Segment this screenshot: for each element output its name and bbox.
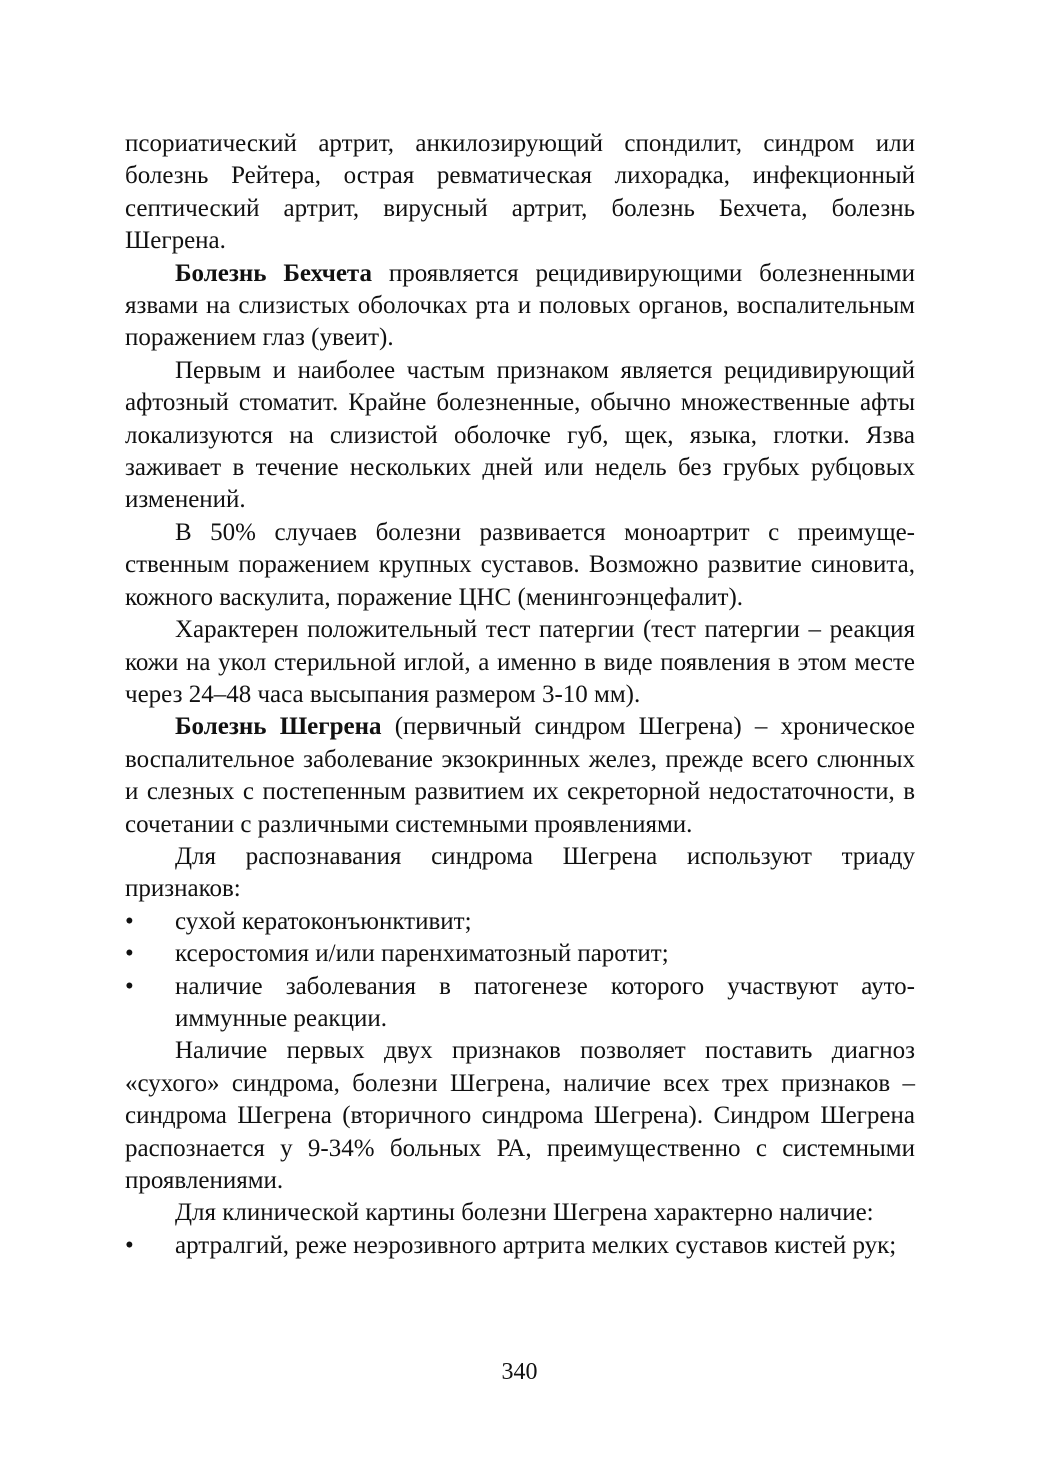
paragraph-behcet-definition: [125, 258, 915, 355]
paragraph-diagnosis: Наличие первых двух признаков позволяет поставить диагноз «сухого» синдрома, болезни Шегрена, наличие всех трех признаков – синдрома Шегрена (вторичного синдрома Шегрена). Синдром Шегрена распознается у 9-34% больных РА, преимущественно с системными проявлениями.: [125, 1037, 915, 1194]
clinical-list: [125, 1230, 915, 1262]
paragraph-pathergy-test: Характерен положительный тест патергии (тест патергии – реакция кожи на укол стерильной иглой, а именно в виде появления в этом месте через 24–48 часа высыпания размером 3-10 мм).: [125, 616, 915, 708]
paragraph-sjogren-definition: [125, 711, 915, 841]
page-body: [125, 128, 915, 1262]
paragraph-triad-intro: Для распознавания синдрома Шегрена используют триаду признаков:: [125, 842, 915, 903]
list-item: [125, 906, 915, 938]
sjogren-definition-text: (первичный синдром Шегрена) – хроническое воспалительное заболевание экзокринных желез, прежде всего слюнных и слезных с постепенным развитием их секреторной недостаточности, в сочетании с различными системными проявлениями.: [125, 713, 915, 838]
paragraph-behcet-arthritis: В 50% случаев болезни развивается моноартрит с преимущественным поражением крупных суставов. Возможно развитие синовита, кожного васкулита, поражение ЦНС (менингоэнцефалит).: [125, 518, 915, 611]
bullet-icon: •: [125, 972, 134, 1000]
bullet-icon: •: [125, 1231, 134, 1259]
list-item: [125, 938, 915, 970]
bullet-icon: •: [125, 940, 134, 968]
term-sjogren-disease: Болезнь Шегрена: [175, 713, 382, 741]
list-item-text: сухой кератоконъюнктивит;: [175, 907, 472, 935]
term-behcet-disease: Болезнь Бехчета: [175, 259, 372, 287]
list-item-text: ксеростомия и/или паренхиматозный паротит;: [175, 940, 669, 968]
page-number: 340: [501, 1359, 538, 1385]
bullet-icon: •: [125, 907, 134, 935]
paragraph-clinical-picture-intro: Для клинической картины болезни Шегрена характерно наличие:: [175, 1199, 874, 1227]
triad-list: [125, 906, 915, 1036]
paragraph-behcet-stomatitis: Первым и наиболее частым признаком является рецидивирующий афтозный стоматит. Крайне болезненные, обычно множественные афты локализуются на слизистой оболочке губ, щек, языка, глотки. Язва заживает в течение нескольких дней или недель без грубых рубцовых изменений.: [125, 356, 915, 514]
list-item-text: артралгий, реже неэрозивного артрита мелких суставов кистей рук;: [175, 1231, 897, 1259]
list-item-text: наличие заболевания в патогенезе которого участвуют аутоиммунные реакции.: [175, 972, 915, 1032]
behcet-definition-text: проявляется рецидивирующими болезненными язвами на слизистых оболочках рта и половых органов, воспалительным поражением глаз (увеит).: [125, 259, 915, 352]
paragraph-intro-list: псориатический артрит, анкилозирующий спондилит, синдром или болезнь Рейтера, острая ревматическая лихорадка, инфекционный септический артрит, вирусный артрит, болезнь Бехчета, болезнь Шегрена.: [125, 130, 915, 255]
list-item: [125, 1230, 915, 1262]
list-item: [125, 971, 915, 1036]
